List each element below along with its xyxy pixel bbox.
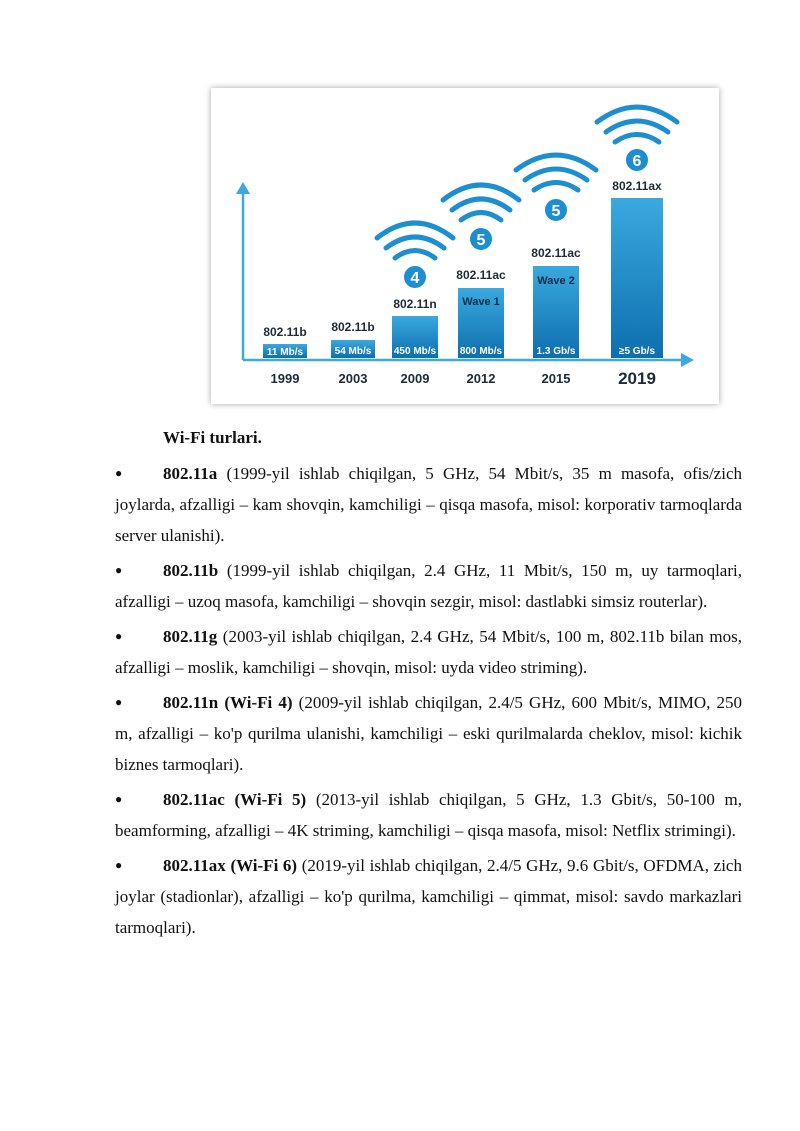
- bar-year: 2009: [400, 371, 430, 386]
- list-item: [115, 850, 742, 943]
- wifi-evolution-figure: [211, 88, 719, 404]
- bar-speed: ≥5 Gb/s: [618, 346, 656, 357]
- x-axis-arrow: [681, 353, 694, 367]
- generation-number: 4: [410, 270, 420, 287]
- bullet-icon: ●: [115, 858, 123, 872]
- bullet-icon: ●: [115, 629, 123, 643]
- item-text: (2019-yil ishlab chiqilgan, 2.4/5 GHz, 9.6 Gbit/s, OFDMA, zich joylar (stadionlar), afzalligi – ko'p qurilma, kamchiligi – qimmat, misol: savdo markazlari tarmoqlari).: [115, 856, 742, 937]
- item-term: 802.11a: [163, 464, 218, 483]
- bar-year: 2003: [338, 371, 368, 386]
- bar-standard: 802.11ac: [456, 268, 506, 282]
- bar-standard: 802.11ac: [531, 246, 581, 260]
- item-text: (2009-yil ishlab chiqilgan, 2.4/5 GHz, 600 Mbit/s, MIMO, 250 m, afzalligi – ko'p qurilma ulanishi, kamchiligi – eski qurilmalarda cheklov, misol: kichik biznes tarmoqlari).: [115, 693, 743, 774]
- bar-year: 2019: [618, 369, 656, 388]
- section-heading: Wi-Fi turlari.: [163, 428, 262, 447]
- wifi-icon: [516, 155, 596, 190]
- y-axis-arrow: [236, 182, 250, 194]
- bullet-icon: ●: [115, 792, 123, 806]
- wifi-icon: [377, 223, 453, 258]
- bar-standard: 802.11b: [263, 325, 307, 339]
- bar-group-2012: [443, 185, 519, 386]
- bar-year: 2015: [541, 371, 571, 386]
- bar-wave: Wave 2: [537, 275, 575, 287]
- bar-group-2015: [516, 155, 596, 386]
- list-item: [115, 458, 742, 551]
- generation-number: 6: [632, 153, 642, 170]
- item-term: 802.11n (Wi-Fi 4): [163, 693, 293, 712]
- list-item: [115, 687, 742, 780]
- item-term: 802.11ax (Wi-Fi 6): [163, 856, 298, 875]
- bar-speed: 450 Mb/s: [393, 346, 437, 357]
- item-term: 802.11ac (Wi-Fi 5): [163, 790, 307, 809]
- list-item: [115, 555, 742, 617]
- bar-standard: 802.11b: [331, 320, 375, 334]
- bullet-icon: ●: [115, 466, 123, 480]
- list-item: [115, 621, 742, 683]
- wifi-icon: [597, 107, 677, 142]
- bar-year: 1999: [270, 371, 300, 386]
- generation-number: 5: [551, 203, 561, 220]
- item-text: (2013-yil ishlab chiqilgan, 5 GHz, 1.3 Gbit/s, 50-100 m, beamforming, afzalligi – 4K striming, kamchiligi – qisqa masofa, misol: Netflix strimingi).: [115, 790, 742, 840]
- wifi-evolution-graphic: [211, 88, 719, 404]
- bar-speed: 11 Mb/s: [266, 347, 304, 358]
- bar-group-2003: [331, 320, 375, 386]
- wifi-icon: [443, 185, 519, 220]
- generation-number: 5: [476, 232, 486, 249]
- bar-speed: 800 Mb/s: [459, 346, 503, 357]
- item-text: (2003-yil ishlab chiqilgan, 2.4 GHz, 54 Mbit/s, 100 m, 802.11b bilan mos, afzalligi – moslik, kamchiligi – shovqin, misol: uyda video striming).: [115, 627, 742, 677]
- document-body: [115, 424, 742, 947]
- bar-standard: 802.11ax: [612, 179, 662, 193]
- bullet-icon: ●: [115, 695, 123, 709]
- bar-group-2009: [377, 223, 453, 386]
- item-term: 802.11g: [163, 627, 218, 646]
- bar: [611, 198, 663, 358]
- bar-wave: Wave 1: [462, 296, 500, 308]
- bullet-icon: ●: [115, 563, 123, 577]
- bar-year: 2012: [466, 371, 496, 386]
- list-item: [115, 784, 742, 846]
- bar-speed: 1.3 Gb/s: [536, 346, 576, 357]
- bar-standard: 802.11n: [393, 297, 437, 311]
- item-term: 802.11b: [163, 561, 219, 580]
- bar-speed: 54 Mb/s: [334, 346, 372, 357]
- bar-group-1999: [263, 325, 307, 386]
- item-text: (1999-yil ishlab chiqilgan, 2.4 GHz, 11 Mbit/s, 150 m, uy tarmoqlari, afzalligi – uzoq masofa, kamchiligi – shovqin sezgir, misol: dastlabki simsiz routerlar).: [115, 561, 742, 611]
- item-text: (1999-yil ishlab chiqilgan, 5 GHz, 54 Mbit/s, 35 m masofa, ofis/zich joylarda, afzalligi – kam shovqin, kamchiligi – qisqa masofa, misol: korporativ tarmoqlarda server ulanishi).: [115, 464, 742, 545]
- bar-group-2019: [597, 107, 677, 388]
